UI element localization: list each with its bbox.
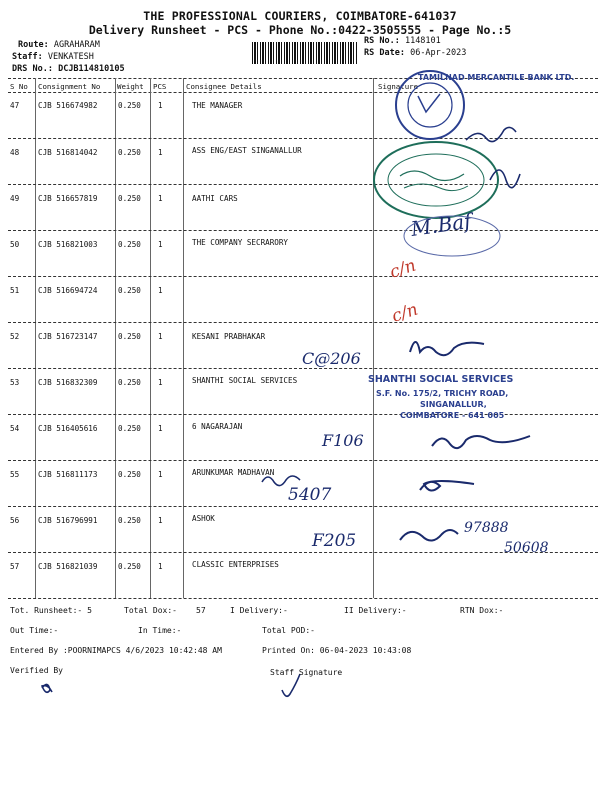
total-dox-value: 57	[196, 606, 206, 615]
staff-value: VENKATESH	[47, 52, 94, 62]
tot-runsheet: Tot. Runsheet:- 5	[10, 606, 92, 615]
green-oval-stamp	[374, 142, 498, 218]
row-weight: 0.250	[118, 470, 141, 479]
note-53: C@206	[302, 349, 361, 368]
row-consignee: ARUNKUMAR MADHAVAN	[192, 468, 275, 477]
row-weight: 0.250	[118, 194, 141, 203]
staff-signature-label: Staff Signature	[270, 668, 343, 677]
out-time: Out Time:-	[10, 626, 59, 635]
rtn-dox: RTN Dox:-	[460, 606, 504, 615]
row-sno: 57	[10, 562, 20, 571]
phone-56-b: 50608	[504, 540, 549, 556]
row-consignee: THE COMPANY SECRARORY	[192, 238, 289, 247]
i-delivery: I Delivery:-	[230, 606, 288, 615]
in-time: In Time:-	[138, 626, 182, 635]
drs-value: DCJB114810105	[58, 64, 125, 74]
rs-date-label: RS Date:	[364, 48, 405, 58]
row-weight: 0.250	[118, 378, 141, 387]
signature-47	[466, 127, 516, 141]
col-consignment: Consignment No	[38, 82, 101, 91]
row-consignee: ASHOK	[192, 514, 215, 523]
row-sno: 48	[10, 148, 20, 157]
route-label: Route:	[18, 40, 49, 50]
row-consignment: CJB 516657819	[38, 194, 98, 203]
row-pcs: 1	[158, 562, 163, 571]
verified-signature	[42, 684, 52, 692]
row-consignment: CJB 516832309	[38, 378, 98, 387]
signature-50: M.Baf	[409, 208, 473, 241]
header-title: THE PROFESSIONAL COURIERS, COIMBATORE-641037	[143, 9, 457, 23]
row-pcs: 1	[158, 424, 163, 433]
col-signature: Signature	[378, 82, 419, 91]
drs-label: DRS No.:	[12, 64, 53, 74]
header-subtitle: Delivery Runsheet - PCS - Phone No.:0422-3505555 - Page No.:5	[88, 23, 512, 37]
row-weight: 0.250	[118, 424, 141, 433]
row-sno: 53	[10, 378, 20, 387]
row-consignment: CJB 516723147	[38, 332, 98, 341]
row-pcs: 1	[158, 101, 163, 110]
social-stamp-line4: COIMBATORE - 641 005	[400, 411, 505, 420]
col-consignee: Consignee Details	[186, 82, 262, 91]
rs-no-label: RS No.:	[364, 36, 400, 46]
row-weight: 0.250	[118, 516, 141, 525]
row-weight: 0.250	[118, 332, 141, 341]
signature-48	[490, 170, 520, 188]
row-sno: 50	[10, 240, 20, 249]
row-consignment: CJB 516694724	[38, 286, 98, 295]
row-consignee: THE MANAGER	[192, 101, 243, 110]
row-pcs: 1	[158, 194, 163, 203]
total-dox-label: Total Dox:-	[124, 606, 177, 615]
row-consignee: ASS ENG/EAST SINGANALLUR	[192, 146, 302, 155]
rs-date-value: 06-Apr-2023	[410, 48, 467, 58]
signature-54	[432, 436, 530, 448]
row-weight: 0.250	[118, 562, 141, 571]
social-stamp-line3: SINGANALLUR,	[420, 400, 487, 409]
row-consignment: CJB 516674982	[38, 101, 98, 110]
row-consignee: CLASSIC ENTERPRISES	[192, 560, 279, 569]
verified-by: Verified By	[10, 666, 63, 675]
row-sno: 51	[10, 286, 20, 295]
row-consignee: KESANI PRABHAKAR	[192, 332, 266, 341]
signature-52	[410, 342, 484, 355]
staff-label: Staff:	[12, 52, 43, 62]
bank-stamp	[396, 71, 574, 139]
row-pcs: 1	[158, 378, 163, 387]
row-consignment: CJB 516821003	[38, 240, 98, 249]
row-pcs: 1	[158, 470, 163, 479]
row-consignment: CJB 516811173	[38, 470, 98, 479]
row-pcs: 1	[158, 516, 163, 525]
social-stamp-line1: SHANTHI SOCIAL SERVICES	[368, 374, 514, 385]
row-pcs: 1	[158, 332, 163, 341]
note-54: F106	[322, 431, 364, 450]
mark-51: c/n	[387, 255, 419, 283]
col-sno: S No	[10, 82, 28, 91]
row-sno: 56	[10, 516, 20, 525]
col-weight: Weight	[117, 82, 144, 91]
route-value: AGRAHARAM	[53, 40, 100, 50]
row-consignee: 6 NAGARAJAN	[192, 422, 243, 431]
bank-stamp-text: TAMILNAD MERCANTILE BANK LTD.	[418, 73, 575, 82]
row-sno: 55	[10, 470, 20, 479]
ii-delivery: II Delivery:-	[344, 606, 407, 615]
row-pcs: 1	[158, 286, 163, 295]
signature-55	[420, 481, 474, 491]
row-weight: 0.250	[118, 148, 141, 157]
row-pcs: 1	[158, 240, 163, 249]
printed-on: Printed On: 06-04-2023 10:43:08	[262, 646, 412, 655]
row-sno: 54	[10, 424, 20, 433]
entered-by: Entered By :POORNIMAPCS 4/6/2023 10:42:48 AM	[10, 646, 222, 655]
phone-56-a: 97888	[464, 520, 509, 536]
row-pcs: 1	[158, 148, 163, 157]
row-consignment: CJB 516814042	[38, 148, 98, 157]
social-services-stamp	[368, 374, 514, 420]
signature-56	[400, 530, 458, 541]
row-sno: 52	[10, 332, 20, 341]
col-pcs: PCS	[153, 82, 167, 91]
note-55: 5407	[288, 485, 332, 505]
rs-no-value: 1148101	[404, 36, 441, 46]
row-consignment: CJB 516796991	[38, 516, 98, 525]
row-consignee: SHANTHI SOCIAL SERVICES	[192, 376, 298, 385]
staff-signature-mark	[282, 674, 300, 696]
social-stamp-line2: S.F. No. 175/2, TRICHY ROAD,	[376, 389, 509, 398]
note-56: F205	[312, 531, 357, 551]
row-weight: 0.250	[118, 286, 141, 295]
row-sno: 47	[10, 101, 20, 110]
total-pod: Total POD:-	[262, 626, 315, 635]
row-weight: 0.250	[118, 101, 141, 110]
row-weight: 0.250	[118, 240, 141, 249]
row-consignee: AATHI CARS	[192, 194, 238, 203]
row-consignment: CJB 516821039	[38, 562, 98, 571]
mark-52: c/n	[389, 299, 421, 327]
row-sno: 49	[10, 194, 20, 203]
row-consignment: CJB 516405616	[38, 424, 98, 433]
